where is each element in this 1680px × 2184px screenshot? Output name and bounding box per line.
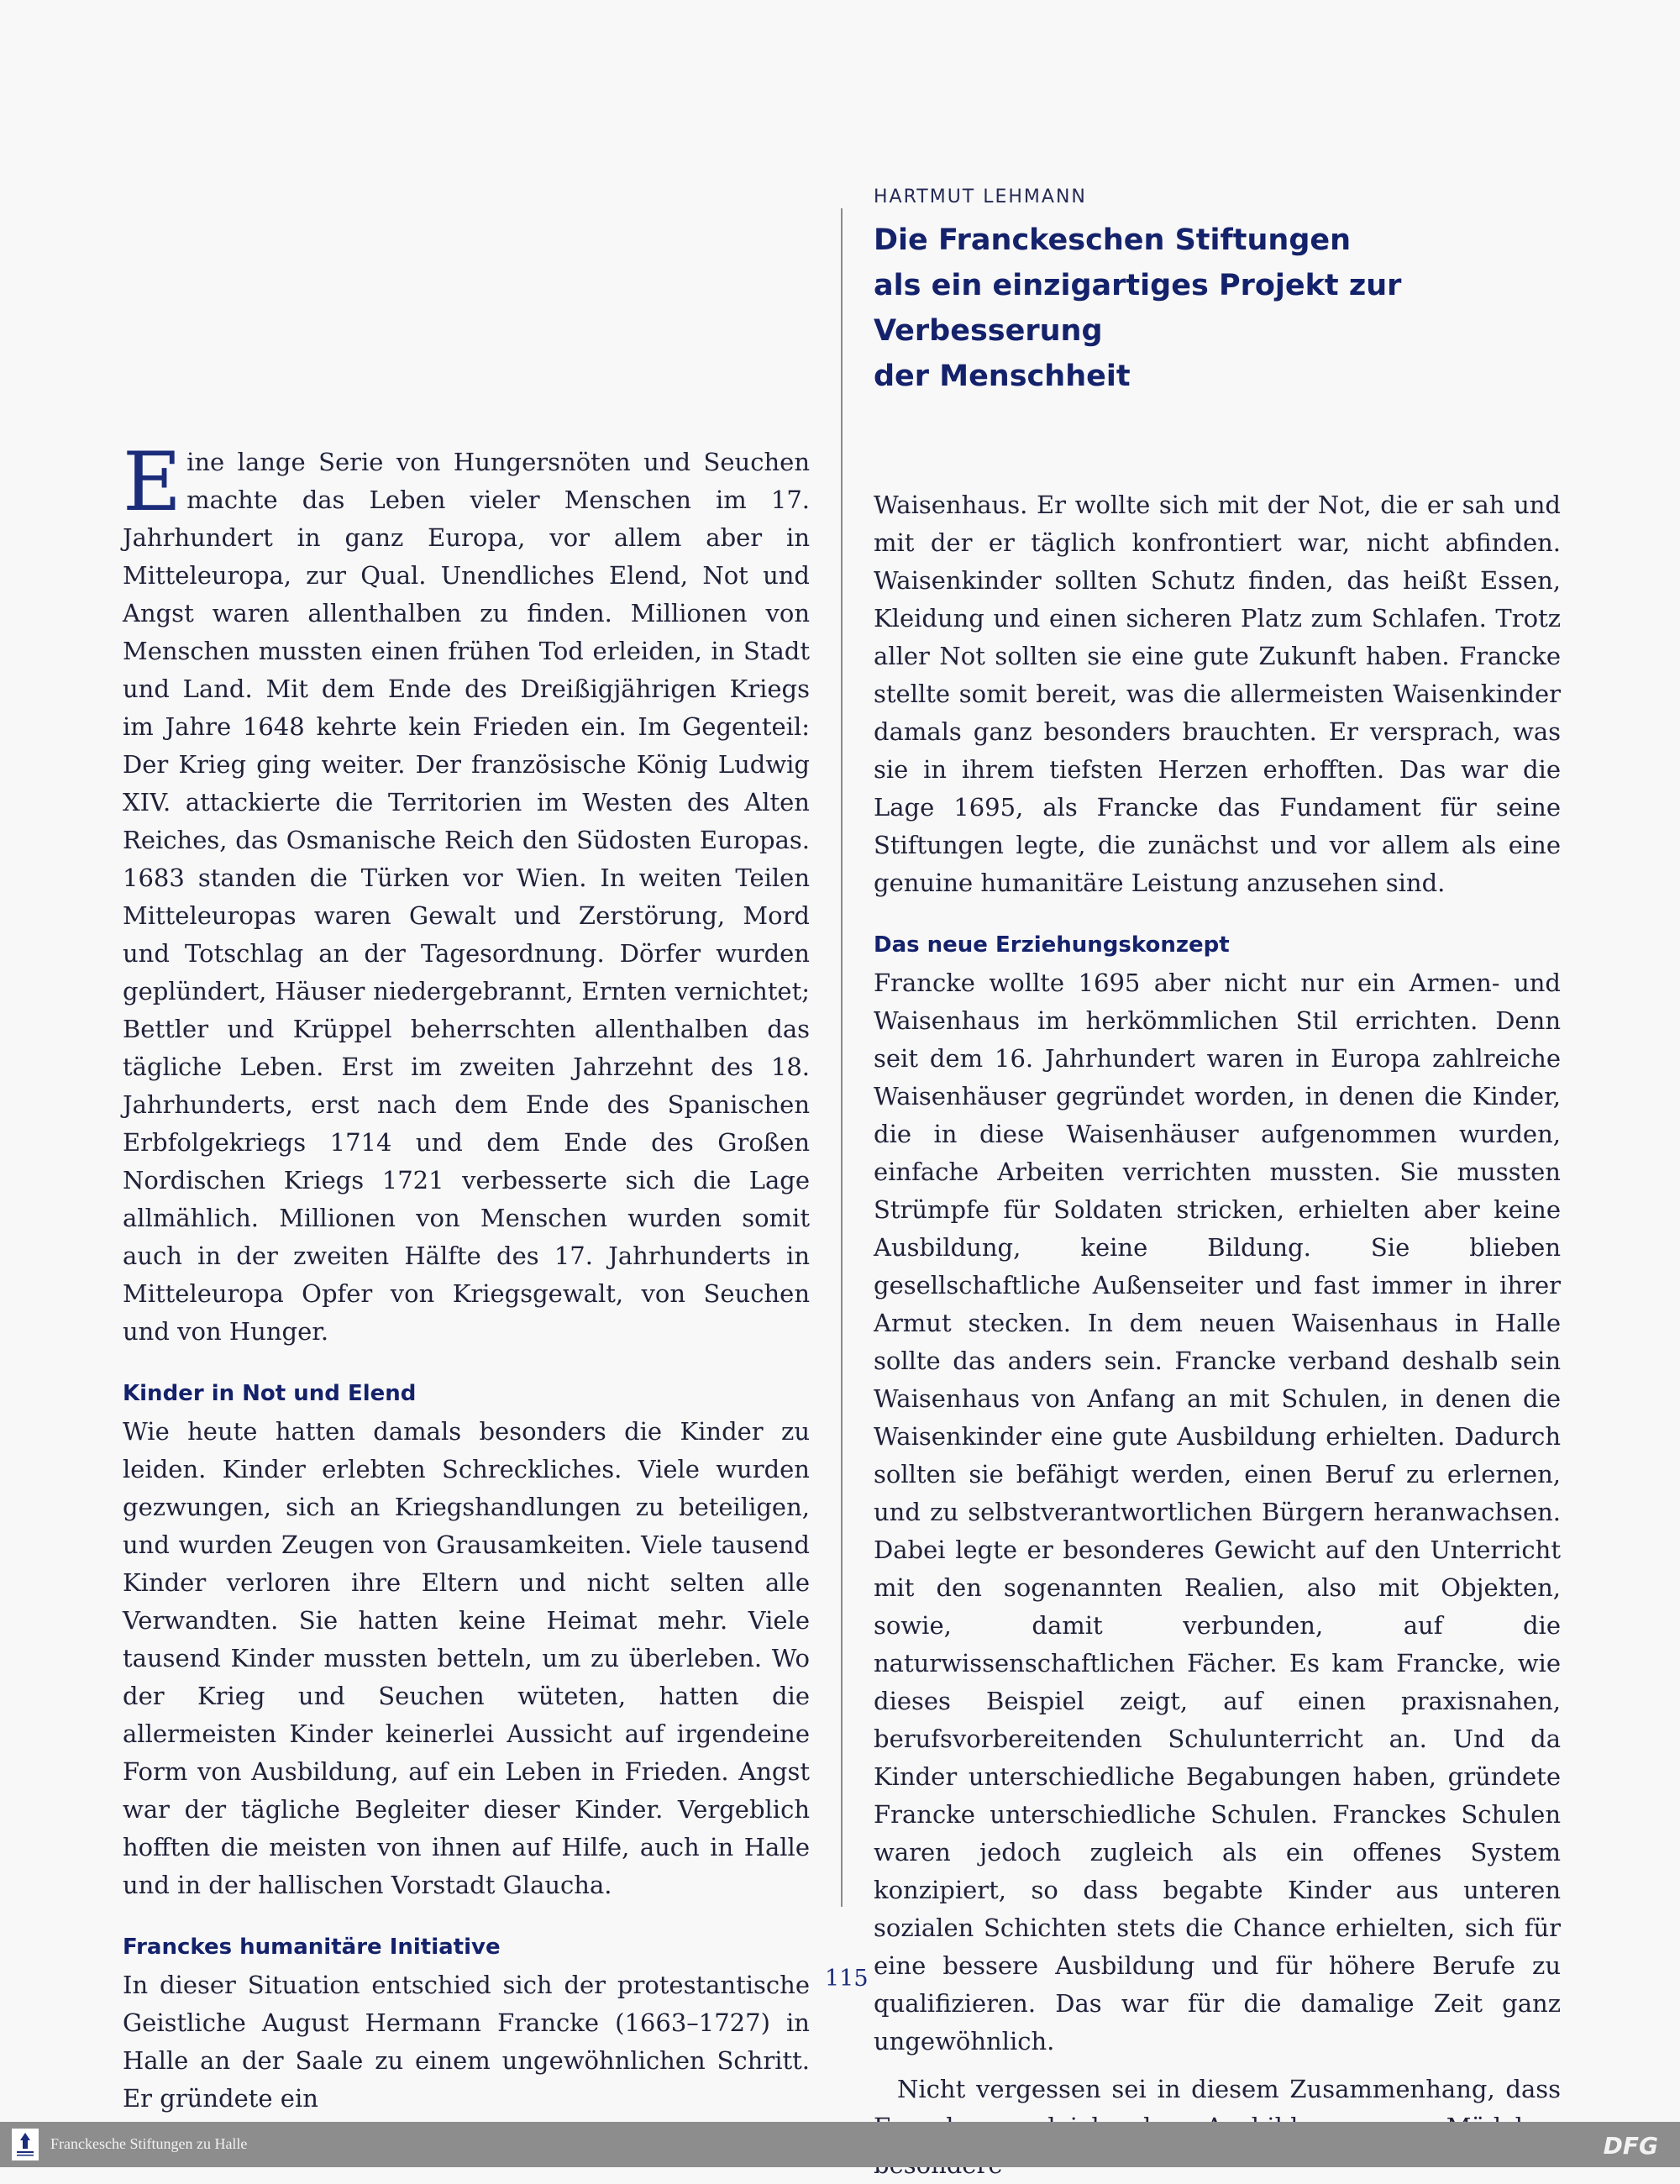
section-text-erziehung-2: Nicht vergessen sei in diesem Zusammenhang, dass: [897, 2075, 1561, 2103]
section-text-initiative: In dieser Situation entschied sich der protestantische Geistliche August Hermann Francke (1663–1727) in Halle an der Saale zu einem ungewöhnlichen Schritt. Er gründete ein: [123, 1971, 810, 2113]
column-divider: [841, 208, 843, 1907]
section-heading-erziehung: Das neue Erziehungskonzept: [874, 932, 1230, 958]
title-line: Die Franckeschen Stiftungen: [874, 223, 1352, 257]
institution-logo-icon: [12, 2129, 39, 2160]
title-line: der Menschheit: [874, 360, 1131, 393]
institution-name: Franckesche Stiftungen zu Halle: [50, 2135, 248, 2152]
dfg-logo: DFG: [1603, 2132, 1658, 2160]
page-number: 115: [825, 1966, 869, 1992]
author-name: HARTMUT LEHMANN: [874, 186, 1087, 207]
section-text-erziehung: Francke wollte 1695 aber nicht nur ein Armen- und Waisenhaus im herkömmlichen Stil errichten. Denn seit dem 16. Jahrhundert waren in Europa zahlreiche Waisenhäuser gegründet worden, in denen die Kinder, die in diese Waisenhäuser aufgenommen wurden, einfache Arbeiten verrichten mussten. Sie mussten Strümpfe für Soldaten stricken, erhielten aber keine Ausbildung, keine Bildung. Sie blieben gesellschaftliche Außenseiter und fast immer in ihrer Armut stecken. In dem neuen Waisenhaus in Halle sollte das anders sein. Francke verband deshalb sein Waisenhaus von Anfang an mit Schulen, in denen die Waisenkinder eine gute Ausbildung erhielten. Dadurch sollten sie befähigt werden, einen Beruf zu erlernen, und zu selbstverantwortlichen Bürgern heranwachsen. Dabei legte er besonderes Gewicht auf den Unterricht mit den sogenannten Realien, also mit Objekten, sowie, damit verbunden, auf die naturwissenschaftlichen Fächer. Es kam Francke, wie dieses Beispiel zeigt, auf einen praxisnahen, berufsvorbereitenden Schulunterricht an. Und da Kinder unterschiedliche Begabungen haben, gründete Francke unterschiedliche Schulen. Franckes Schulen waren jedoch zugleich als ein offenes System konzipiert, so dass begabte Kinder aus unteren sozialen Schichten stets die Chance erhielten, sich für eine bessere Ausbildung und für höhere Berufe zu qualifizieren. Das war für die damalige Zeit ganz ungewöhnlich.: [874, 969, 1561, 2055]
article-title: [874, 218, 1561, 399]
section-heading-initiative: Franckes humanitäre Initiative: [123, 1935, 501, 1960]
section-text-kinder: Wie heute hatten damals besonders die Kinder zu leiden. Kinder erlebten Schreckliches. Viele wurden gezwungen, sich an Kriegshandlungen zu beteiligen, und wurden Zeugen von Grausamkeiten. Viele tausend Kinder verloren ihre Eltern und nicht selten alle Verwandten. Sie hatten keine Heimat mehr. Viele tausend Kinder mussten betteln, um zu überleben. Wo der Krieg und Seuchen wüteten, hatten die allermeisten Kinder keinerlei Aussicht auf irgendeine Form von Ausbildung, auf ein Leben in Frieden. Angst war der tägliche Begleiter dieser Kinder. Vergeblich hofften die meisten von ihnen auf Hilfe, auch in Halle und in der hallischen Vorstadt Glaucha.: [123, 1417, 810, 1899]
drop-cap: E: [123, 435, 182, 529]
title-line: als ein einzigartiges Projekt zur Verbesserung: [874, 269, 1402, 348]
left-column: [123, 435, 810, 2118]
viewer-footer-bar: [0, 2122, 1680, 2167]
intro-text: ine lange Serie von Hungersnöten und Seuchen machte das Leben vieler Menschen im 17. Jahrhundert in ganz Europa, vor allem aber in Mitteleuropa, zur Qual. Unendliches Elend, Not und Angst waren allenthalben zu finden. Millionen von Menschen mussten einen frühen Tod erleiden, in Stadt und Land. Mit dem Ende des Dreißigjährigen Kriegs im Jahre 1648 kehrte kein Frieden ein. Im Gegenteil: Der Krieg ging weiter. Der französische König Ludwig XIV. attackierte die Territorien im Westen des Alten Reiches, das Osmanische Reich den Südosten Europas. 1683 standen die Türken vor Wien. In weiten Teilen Mitteleuropas waren Gewalt und Zerstörung, Mord und Totschlag an der Tagesordnung. Dörfer wurden geplündert, Häuser niedergebrannt, Ernten vernichtet; Bettler und Krüppel beherrschten allenthalben das tägliche Leben. Erst im zweiten Jahrzehnt des 18. Jahrhunderts, erst nach dem Ende des Spanischen Erbfolgekriegs 1714 und dem Ende des Großen Nordischen Kriegs 1721 verbesserte sich die Lage allmählich. Millionen von Menschen wurden somit auch in der zweiten Hälfte des 17. Jahrhunderts in Mitteleuropa Opfer von Kriegsgewalt, von Seuchen und von Hunger.: [123, 448, 810, 1346]
intro-paragraph: [123, 435, 810, 1351]
section-heading-kinder: Kinder in Not und Elend: [123, 1381, 417, 1406]
continuation-paragraph: Waisenhaus. Er wollte sich mit der Not, die er sah und mit der er täglich konfrontiert war, nicht abfinden. Waisenkinder sollten Schutz finden, das heißt Essen, Kleidung und einen sicheren Platz zum Schlafen. Trotz aller Not sollten sie eine gute Zukunft haben. Francke stellte somit bereit, was die allermeisten Waisenkinder damals ganz besonders brauchten. Er versprach, was sie in ihrem tiefsten Herzen erhofften. Das war die Lage 1695, als Francke das Fundament für seine Stiftungen legte, die zunächst und vor allem als eine genuine humanitäre Leistung anzusehen sind.: [874, 491, 1561, 897]
right-column: [874, 186, 1561, 2184]
